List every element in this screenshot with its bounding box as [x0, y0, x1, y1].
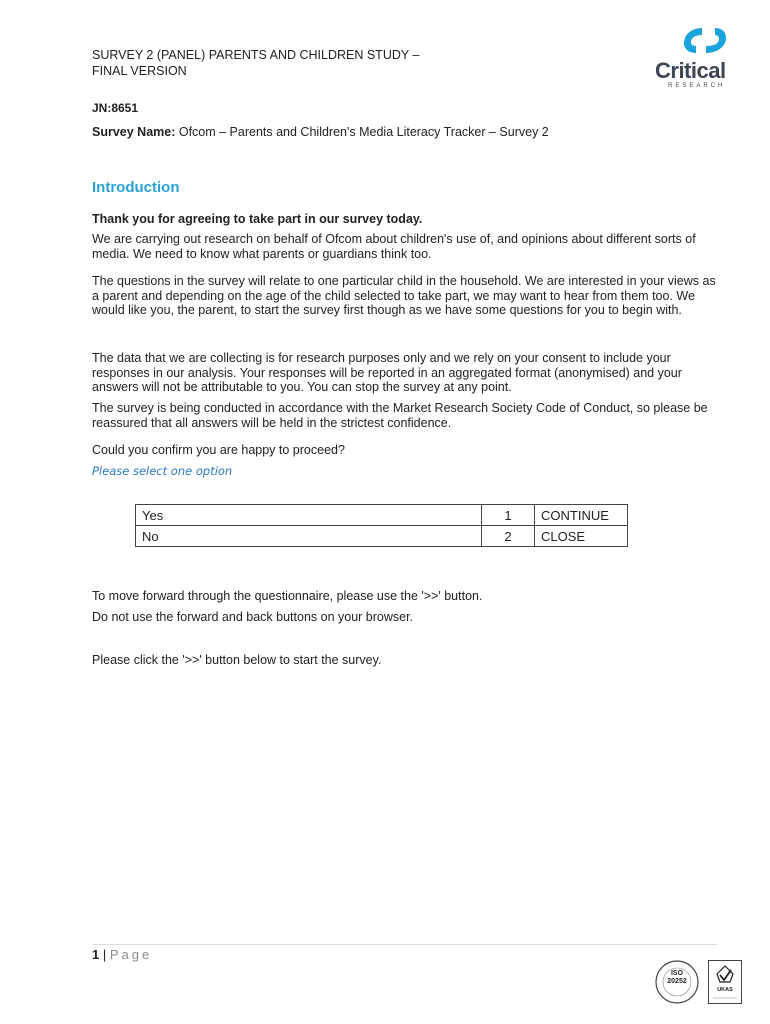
intro-paragraph-2: The questions in the survey will relate to one particular child in the household. We are interested in your views as a parent and depending on the age of the child selected to take part, we may want to hear from them too. We would like you, the parent, to start the survey first though as we have some questions for you to begin with. — [92, 274, 716, 317]
intro-paragraph-3: The data that we are collecting is for research purposes only and we rely on your consent to include your responses in our analysis. Your responses will be reported in an aggregated format (anonymised) and your answers will not be attributable to you. You can stop the survey at any point. — [92, 351, 682, 394]
option-label: No — [136, 526, 482, 547]
critical-swoosh-icon — [680, 22, 740, 62]
survey-name-value: Ofcom – Parents and Children's Media Literacy Tracker – Survey 2 — [175, 125, 549, 139]
answer-options-table — [135, 504, 628, 547]
header-title-line-2: FINAL VERSION — [92, 64, 187, 78]
question-text: Could you confirm you are happy to proceed? — [92, 443, 345, 457]
option-code: 1 — [482, 505, 535, 526]
logo-wordmark: Critical — [655, 58, 726, 83]
option-action: CONTINUE — [535, 505, 628, 526]
ukas-label: UKAS — [717, 987, 733, 993]
option-row-no[interactable] — [136, 526, 628, 547]
document-header-title — [92, 47, 419, 79]
option-label: Yes — [136, 505, 482, 526]
logo-subtitle: RESEARCH — [668, 83, 726, 89]
thank-you-text: Thank you for agreeing to take part in our survey today. — [92, 212, 423, 226]
ukas-crown-icon — [708, 960, 742, 1004]
option-code: 2 — [482, 526, 535, 547]
iso-label: ISO — [670, 970, 684, 977]
navigation-instruction-1: To move forward through the questionnaire, please use the '>>' button. — [92, 589, 483, 603]
critical-research-logo — [652, 22, 744, 92]
page-number — [92, 947, 152, 962]
instruction-text: Please select one option — [92, 464, 233, 478]
start-instruction: Please click the '>>' button below to start the survey. — [92, 653, 382, 667]
header-title-line-1: SURVEY 2 (PANEL) PARENTS AND CHILDREN STUDY – — [92, 48, 420, 62]
option-action: CLOSE — [535, 526, 628, 547]
iso-number: 20252 — [667, 978, 687, 985]
job-number: JN:8651 — [92, 101, 139, 115]
footer-divider — [92, 944, 717, 945]
intro-paragraph-1: We are carrying out research on behalf of Ofcom about children's use of, and opinions about different sorts of media. We need to know what parents or guardians think too. — [92, 232, 696, 261]
navigation-instruction-2: Do not use the forward and back buttons on your browser. — [92, 610, 414, 624]
survey-name — [92, 125, 549, 139]
page-separator: | — [99, 947, 110, 962]
section-heading-introduction: Introduction — [92, 179, 180, 196]
certification-badges — [654, 959, 744, 1005]
intro-paragraph-4: The survey is being conducted in accordance with the Market Research Society Code of Conduct, so please be reassured that all answers will be held in the strictest confidence. — [92, 401, 708, 430]
page-number-value: 1 — [92, 947, 100, 962]
survey-name-label: Survey Name: — [92, 125, 176, 139]
option-row-yes[interactable] — [136, 505, 628, 526]
page-word: Page — [109, 947, 153, 962]
